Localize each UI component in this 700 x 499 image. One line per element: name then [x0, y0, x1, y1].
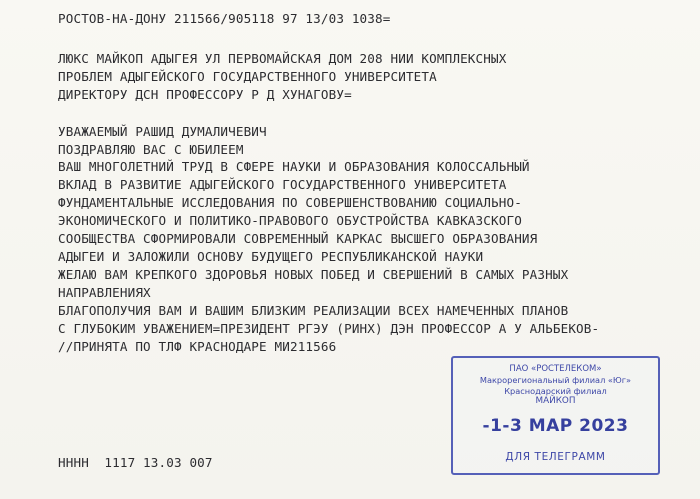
body-line: УВАЖАЕМЫЙ РАШИД ДУМАЛИЧЕВИЧ	[58, 124, 267, 139]
footer-line: НННН 1117 13.03 007	[58, 455, 213, 470]
body-line: ФУНДАМЕНТАЛЬНЫЕ ИССЛЕДОВАНИЯ ПО СОВЕРШЕНСТВОВАНИЮ СОЦИАЛЬНО-	[58, 195, 522, 210]
stamp-branch: Макрорегиональный филиал «Юг»	[479, 375, 632, 385]
address-line: ЛЮКС МАЙКОП АДЫГЕЯ УЛ ПЕРВОМАЙСКАЯ ДОМ 208 НИИ КОМПЛЕКСНЫХ	[58, 51, 507, 66]
signature-line: С ГЛУБОКИМ УВАЖЕНИЕМ=ПРЕЗИДЕНТ РГЭУ (РИНХ) ДЭН ПРОФЕССОР А У АЛЬБЕКОВ-	[58, 321, 600, 336]
stamp-city: МАЙКОП	[535, 396, 576, 406]
stamp-subbranch: Краснодарский филиал	[504, 386, 607, 396]
body-line: АДЫГЕИ И ЗАЛОЖИЛИ ОСНОВУ БУДУЩЕГО РЕСПУБЛИКАНСКОЙ НАУКИ	[58, 249, 484, 264]
body-line: БЛАГОПОЛУЧИЯ ВАМ И ВАШИМ БЛИЗКИМ РЕАЛИЗАЦИИ ВСЕХ НАМЕЧЕННЫХ ПЛАНОВ	[58, 303, 569, 318]
body-line: ПОЗДРАВЛЯЮ ВАС С ЮБИЛЕЕМ	[58, 142, 244, 157]
address-line: ДИРЕКТОРУ ДСН ПРОФЕССОРУ Р Д ХУНАГОВУ=	[58, 87, 352, 102]
rostelecom-stamp	[451, 356, 660, 475]
stamp-org: ПАО «РОСТЕЛЕКОМ»	[509, 364, 602, 374]
address-line: ПРОБЛЕМ АДЫГЕЙСКОГО ГОСУДАРСТВЕННОГО УНИВЕРСИТЕТА	[58, 69, 437, 84]
reception-line: //ПРИНЯТА ПО ТЛФ КРАСНОДАРЕ МИ211566	[58, 339, 337, 354]
body-line: ЭКОНОМИЧЕСКОГО И ПОЛИТИКО-ПРАВОВОГО ОБУСТРОЙСТВА КАВКАЗСКОГО	[58, 213, 522, 228]
header-line: РОСТОВ-НА-ДОНУ 211566/905118 97 13/03 1038=	[58, 11, 391, 26]
body-line: ВАШ МНОГОЛЕТНИЙ ТРУД В СФЕРЕ НАУКИ И ОБРАЗОВАНИЯ КОЛОССАЛЬНЫЙ	[58, 159, 530, 174]
stamp-date: -1-3 МАР 2023	[482, 416, 629, 436]
body-line: СООБЩЕСТВА СФОРМИРОВАЛИ СОВРЕМЕННЫЙ КАРКАС ВЫСШЕГО ОБРАЗОВАНИЯ	[58, 231, 538, 246]
body-line: НАПРАВЛЕНИЯХ	[58, 285, 151, 300]
body-line: ВКЛАД В РАЗВИТИЕ АДЫГЕЙСКОГО ГОСУДАРСТВЕННОГО УНИВЕРСИТЕТА	[58, 177, 507, 192]
stamp-label: ДЛЯ ТЕЛЕГРАММ	[505, 451, 606, 463]
body-line: ЖЕЛАЮ ВАМ КРЕПКОГО ЗДОРОВЬЯ НОВЫХ ПОБЕД И СВЕРШЕНИЙ В САМЫХ РАЗНЫХ	[58, 267, 569, 282]
